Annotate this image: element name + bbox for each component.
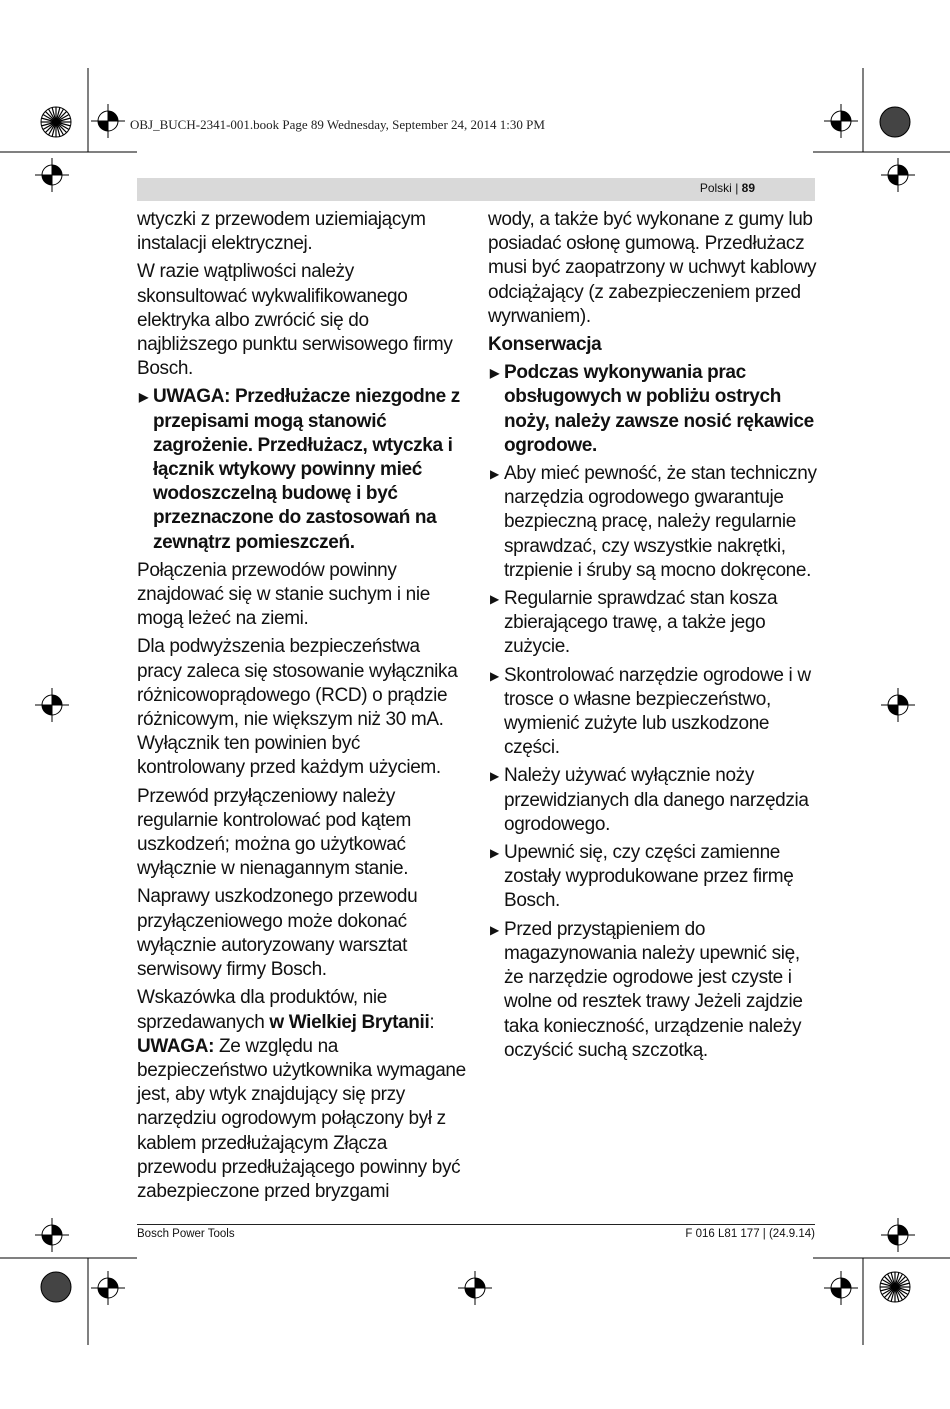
warning-text: UWAGA: Przedłużacze niezgodne z przepisami mogą stanowić zagrożenie. Przedłużacz, wtyczka i łącznik wtykowy powinny mieć wodoszczelną budowę i być przeznaczone do zastosowań na zewnątrz pomieszczeń. [153,386,460,553]
list-item [488,918,818,1063]
section-heading: Konserwacja [488,334,602,356]
target-mark-left-bottom [35,1218,69,1252]
book-file-info: OBJ_BUCH-2341-001.book Page 89 Wednesday, September 24, 2014 1:30 PM [130,117,545,132]
paragraph: Połączenia przewodów powinny znajdować się w stanie suchym i nie mogą leżeć na ziemi. [137,559,430,630]
footer-brand: Bosch Power Tools [137,1228,235,1240]
list-item-text: Upewnić się, czy części zamienne zostały wyprodukowane przez firmę Bosch. [504,842,794,912]
footer-rule [137,1224,815,1225]
target-mark-bottom-1 [91,1271,125,1305]
uk-note-bold: w Wielkiej Brytanii [269,1011,430,1033]
list-item-text: Podczas wykonywania prac obsługowych w pobliżu ostrych noży, należy zawsze nosić rękawice ogrodowe. [504,362,814,456]
list-item [488,361,818,458]
header-band [137,178,815,201]
paragraph: W razie wątpliwości należy skonsultować wykwalifikowanego elektryka albo zwrócić się do najbliższego punktu serwisowego firmy Bosch. [137,261,453,380]
list-item [488,664,818,761]
paragraph: wody, a także być wykonane z gumy lub posiadać osłonę gumową. Przedłużacz musi być zaopatrzony w uchwyt kablowy odciążający (z zabezpieczeniem przed wyrwaniem). [488,209,817,327]
paragraph: Naprawy uszkodzonego przewodu przyłączeniowego może dokonać wyłącznie autoryzowany warsztat serwisowy firmy Bosch. [137,886,418,981]
left-column [137,208,467,1208]
target-mark-right-1 [881,158,915,192]
target-mark-right-bottom [881,1218,915,1252]
footer-doc-code: F 016 L81 177 | (24.9.14) [685,1228,815,1240]
target-mark-bottom-2 [824,1271,858,1305]
list-item-text: Skontrolować narzędzie ogrodowe i w trosce o własne bezpieczeństwo, wymienić zużyte lub uszkodzone części. [504,664,811,759]
bullet-arrow-icon: ▶ [490,668,499,683]
starburst-mark-bottom-right [879,1271,911,1303]
starburst-mark-top-left [40,106,72,138]
list-item-text: Regularnie sprawdzać stan kosza zbierającego trawę, a także jego zużycie. [504,588,778,658]
maintenance-list [488,361,818,1063]
list-item-text: Należy używać wyłącznie noży przewidzianych dla danego narzędzia ogrodowego. [504,765,809,835]
list-item [488,764,818,837]
list-item [488,841,818,914]
warning-bullet [137,385,467,554]
page-header: Polski | 89 [699,181,755,195]
uk-warning-label: UWAGA: [137,1035,215,1057]
gray-dot-mark-top-right [879,106,911,138]
uk-warning: UWAGA: Ze względu na bezpieczeństwo użytkownika wymagane jest, aby wtyk znajdujący się przy narzędziu ogrodowym połączony był z kablem przedłużającym Złącza przewodu przedłużającego powinny być zabezpieczone przed bryzgami [137,1035,466,1202]
target-mark-left-1 [35,158,69,192]
page-number: 89 [741,181,755,195]
paragraph: Dla podwyższenia bezpieczeństwa pracy zaleca się stosowanie wyłącznika różnicowoprądowego (RCD) o prądzie różnicowym, nie większym niż 30 mA. Wyłącznik ten powinien być kontrolowany przed każdym użyciem. [137,636,458,779]
list-item [488,587,818,660]
bullet-arrow-icon: ▶ [139,390,148,405]
target-mark-right-mid [881,688,915,722]
bullet-arrow-icon: ▶ [490,846,499,861]
target-mark-left-mid [35,688,69,722]
paragraph: wtyczki z przewodem uziemiającym instalacji elektrycznej. [137,209,426,255]
bullet-arrow-icon: ▶ [490,592,499,607]
right-column [488,208,818,1067]
list-item [488,462,818,583]
target-mark-bottom-center [458,1271,492,1305]
list-item-text: Aby mieć pewność, że stan techniczny narzędzia ogrodowego gwarantuje bezpieczną pracę, należy regularnie sprawdzać, czy wszystkie nakrętki, trzpienie i śruby są mocno dokręcone. [504,463,817,581]
bullet-arrow-icon: ▶ [490,366,499,381]
gray-dot-mark-bottom-left [40,1271,72,1303]
language-label: Polski [699,181,732,195]
bullet-arrow-icon: ▶ [490,769,499,784]
list-item-text: Przed przystąpieniem do magazynowania należy upewnić się, że narzędzie ogrodowe jest czyste i wolne od resztek trawy Jeżeli zajdzie taka konieczność, urządzenie należy oczyścić suchą szczotką. [504,918,803,1061]
target-mark-top-2 [824,104,858,138]
target-mark-top-1 [91,104,125,138]
uk-note: Wskazówka dla produktów, nie sprzedawanych w Wielkiej Brytanii: [137,987,435,1033]
bullet-arrow-icon: ▶ [490,922,499,937]
bullet-arrow-icon: ▶ [490,467,499,482]
paragraph: Przewód przyłączeniowy należy regularnie kontrolować pod kątem uszkodzeń; można go użytkować wyłącznie w nienagannym stanie. [137,785,411,880]
